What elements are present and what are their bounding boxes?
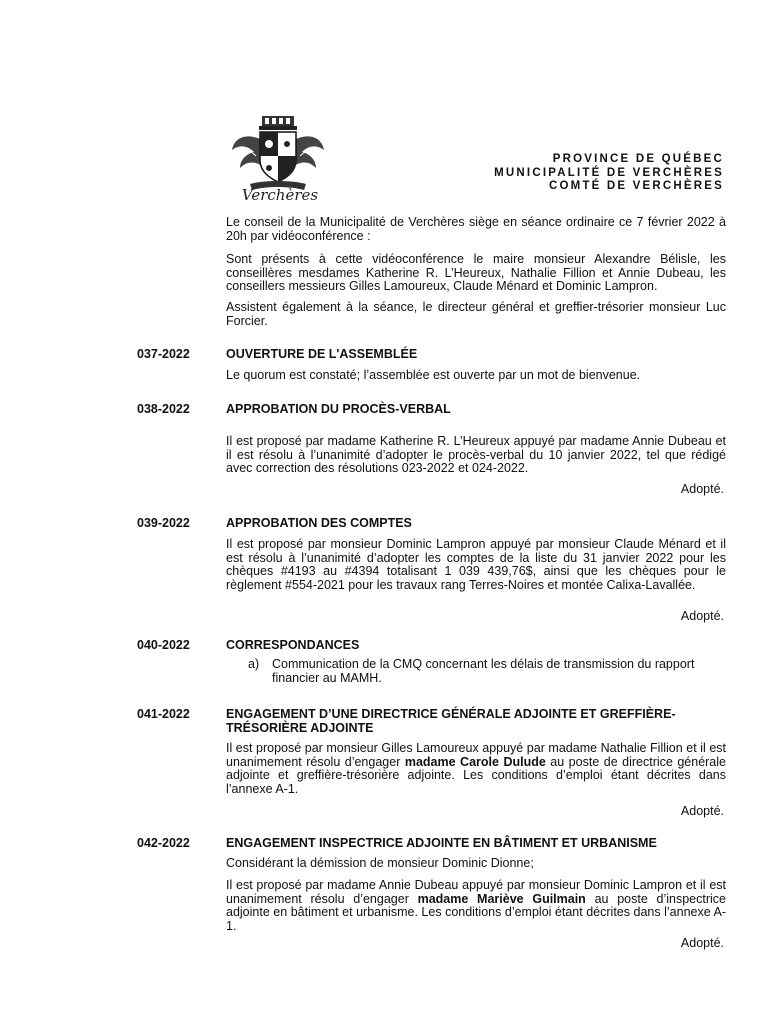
document-header [494,153,724,194]
intro-paragraph-3: Assistent également à la séance, le directeur général et greffier-trésorier monsieur Luc Forcier. [226,300,726,328]
resolution-number: 041-2022 [137,707,190,721]
intro-paragraph-1: Le conseil de la Municipalité de Verchères siège en séance ordinaire ce 7 février 2022 à 20h par vidéoconférence : [226,215,726,243]
header-county: COMTÉ DE VERCHÈRES [548,180,724,192]
adopted-label: Adopté. [680,804,724,818]
resolution-title: APPROBATION DU PROCÈS-VERBAL [226,402,451,416]
intro-paragraph-2: Sont présents à cette vidéoconférence le maire monsieur Alexandre Bélisle, les conseillères mesdames Katherine R. L’Heureux, Nathalie Fillion et Annie Dubeau, les conseillers messieurs Gilles Lamoureux, Claude Ménard et Dominic Lampron. [226,252,726,293]
adopted-label: Adopté. [680,936,724,950]
resolution-number: 038-2022 [137,402,190,416]
text-segment: Il est proposé par madame Annie Dubeau appuyé par monsieur Dominic Lampron et il est unanimement résolu d’engager [226,878,726,906]
resolution-number: 039-2022 [137,516,190,530]
logo-wordmark: Verchères [241,186,319,202]
list-marker: a) [248,657,260,671]
resolution-number: 037-2022 [137,347,190,361]
resolution-title: ENGAGEMENT INSPECTRICE ADJOINTE EN BÂTIMENT ET URBANISME [226,836,657,850]
text-segment: au poste de directrice générale adjointe et greffière-trésorière adjointe. Les conditions d’emploi étant décrites dans l’annexe A-1. [226,754,726,796]
appointee-name: madame Mariève Guilmain [417,891,586,906]
resolution-title: APPROBATION DES COMPTES [226,516,412,530]
resolution-text [226,742,726,796]
adopted-label: Adopté. [680,482,724,496]
text-segment: au poste d’inspectrice adjointe en bâtiment et urbanisme. Les conditions d’emploi étant décrites dans l’annexe A-1. [226,891,726,933]
resolution-consider: Considérant la démission de monsieur Dominic Dionne; [226,856,534,870]
resolution-number: 042-2022 [137,836,190,850]
text-segment: Il est proposé par monsieur Gilles Lamoureux appuyé par madame Nathalie Fillion et il est unanimement résolu d’engager [226,741,726,769]
municipality-logo [228,110,328,202]
resolution-text [226,879,726,933]
resolution-title: CORRESPONDANCES [226,638,360,652]
adopted-label: Adopté. [680,609,724,623]
resolution-text: Il est proposé par madame Katherine R. L’Heureux appuyé par madame Annie Dubeau et il est résolu à l’unanimité d’adopter le procès-verbal du 10 janvier 2022, tel que rédigé avec correction des résolutions 023-2022 et 024-2022. [226,434,726,475]
resolution-text: Il est proposé par monsieur Dominic Lampron appuyé par monsieur Claude Ménard et il est résolu à l’unanimité d’adopter les comptes de la liste du 31 janvier 2022 pour les chèques #4193 au #4394 totalisant 1 039 439,76$, ainsi que les chèques pour le règlement #554-2021 pour les travaux rang Terres-Noires et montée Calixa-Lavallée. [226,537,726,592]
header-municipality: MUNICIPALITÉ DE VERCHÈRES [494,166,724,179]
resolution-text: Le quorum est constaté; l’assemblée est ouverte par un mot de bienvenue. [226,368,641,382]
resolution-number: 040-2022 [137,638,190,652]
list-item-text: Communication de la CMQ concernant les délais de transmission du rapport financier au MAMH. [272,657,695,685]
coat-of-arms-icon [228,110,328,202]
resolution-title: ENGAGEMENT D’UNE DIRECTRICE GÉNÉRALE ADJOINTE ET GREFFIÈRE-TRÉSORIÈRE ADJOINTE [226,707,676,735]
resolution-title: OUVERTURE DE L'ASSEMBLÉE [226,347,418,361]
header-province: PROVINCE DE QUÉBEC [552,153,724,165]
appointee-name: madame Carole Dulude [404,754,546,769]
